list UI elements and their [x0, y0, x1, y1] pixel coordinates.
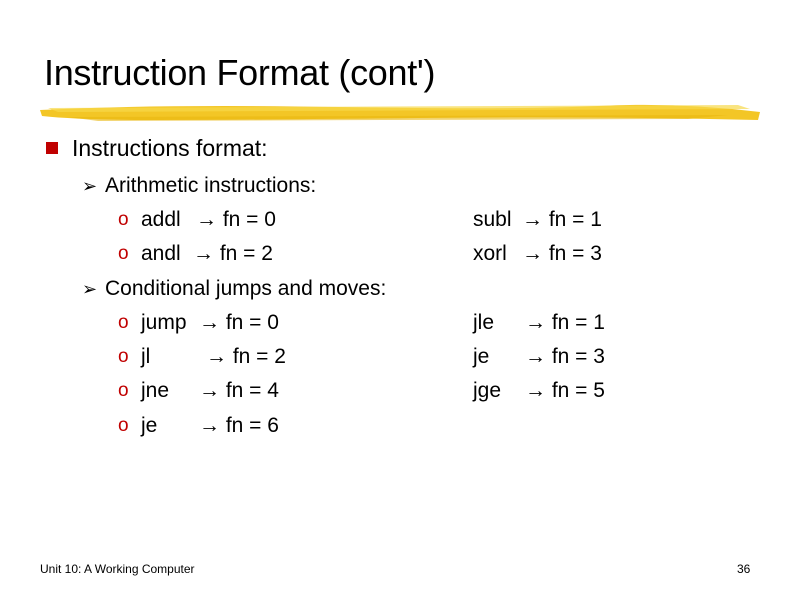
instr-name: jge — [473, 379, 502, 402]
arrow-bullet-icon: ➢ — [82, 279, 98, 299]
instr-mapping: → fn = 1 — [522, 208, 602, 231]
level1-text: Instructions format: — [72, 135, 268, 161]
instr-mapping: → fn = 3 — [525, 345, 605, 368]
instr-mapping: → fn = 2 — [193, 242, 273, 265]
instr-name: jump — [141, 311, 187, 334]
footer-text: Unit 10: A Working Computer — [40, 562, 195, 576]
instr-name: je — [141, 414, 158, 437]
instr-mapping: → fn = 4 — [199, 379, 279, 402]
sub-bullet-icon: o — [118, 346, 129, 367]
instr-mapping: → fn = 5 — [525, 379, 605, 402]
instr-name: jl — [141, 345, 151, 368]
instr-name: je — [473, 345, 490, 368]
sub-bullet-icon: o — [118, 415, 129, 436]
instr-mapping: → fn = 0 — [199, 311, 279, 334]
instr-name: andl — [141, 242, 181, 265]
slide-title: Instruction Format (cont') — [44, 52, 436, 93]
instr-name: jne — [141, 379, 170, 402]
sub-bullet-icon: o — [118, 312, 129, 333]
instr-mapping: → fn = 6 — [199, 414, 279, 437]
instr-mapping: → fn = 1 — [525, 311, 605, 334]
instr-name: subl — [473, 208, 512, 231]
page-number: 36 — [737, 562, 751, 576]
group-heading-conditional: Conditional jumps and moves: — [105, 277, 387, 300]
bullet-square-icon — [46, 142, 58, 154]
sub-bullet-icon: o — [118, 380, 129, 401]
sub-bullet-icon: o — [118, 243, 129, 264]
instr-mapping: → fn = 3 — [522, 242, 602, 265]
sub-bullet-icon: o — [118, 209, 129, 230]
instr-name: addl — [141, 208, 181, 231]
arrow-bullet-icon: ➢ — [82, 176, 98, 196]
group-heading-arithmetic: Arithmetic instructions: — [105, 174, 317, 197]
title-underline — [38, 98, 762, 128]
instr-name: xorl — [473, 242, 507, 265]
instr-mapping: → fn = 2 — [206, 345, 286, 368]
instr-mapping: → fn = 0 — [196, 208, 276, 231]
instr-name: jle — [473, 311, 495, 334]
